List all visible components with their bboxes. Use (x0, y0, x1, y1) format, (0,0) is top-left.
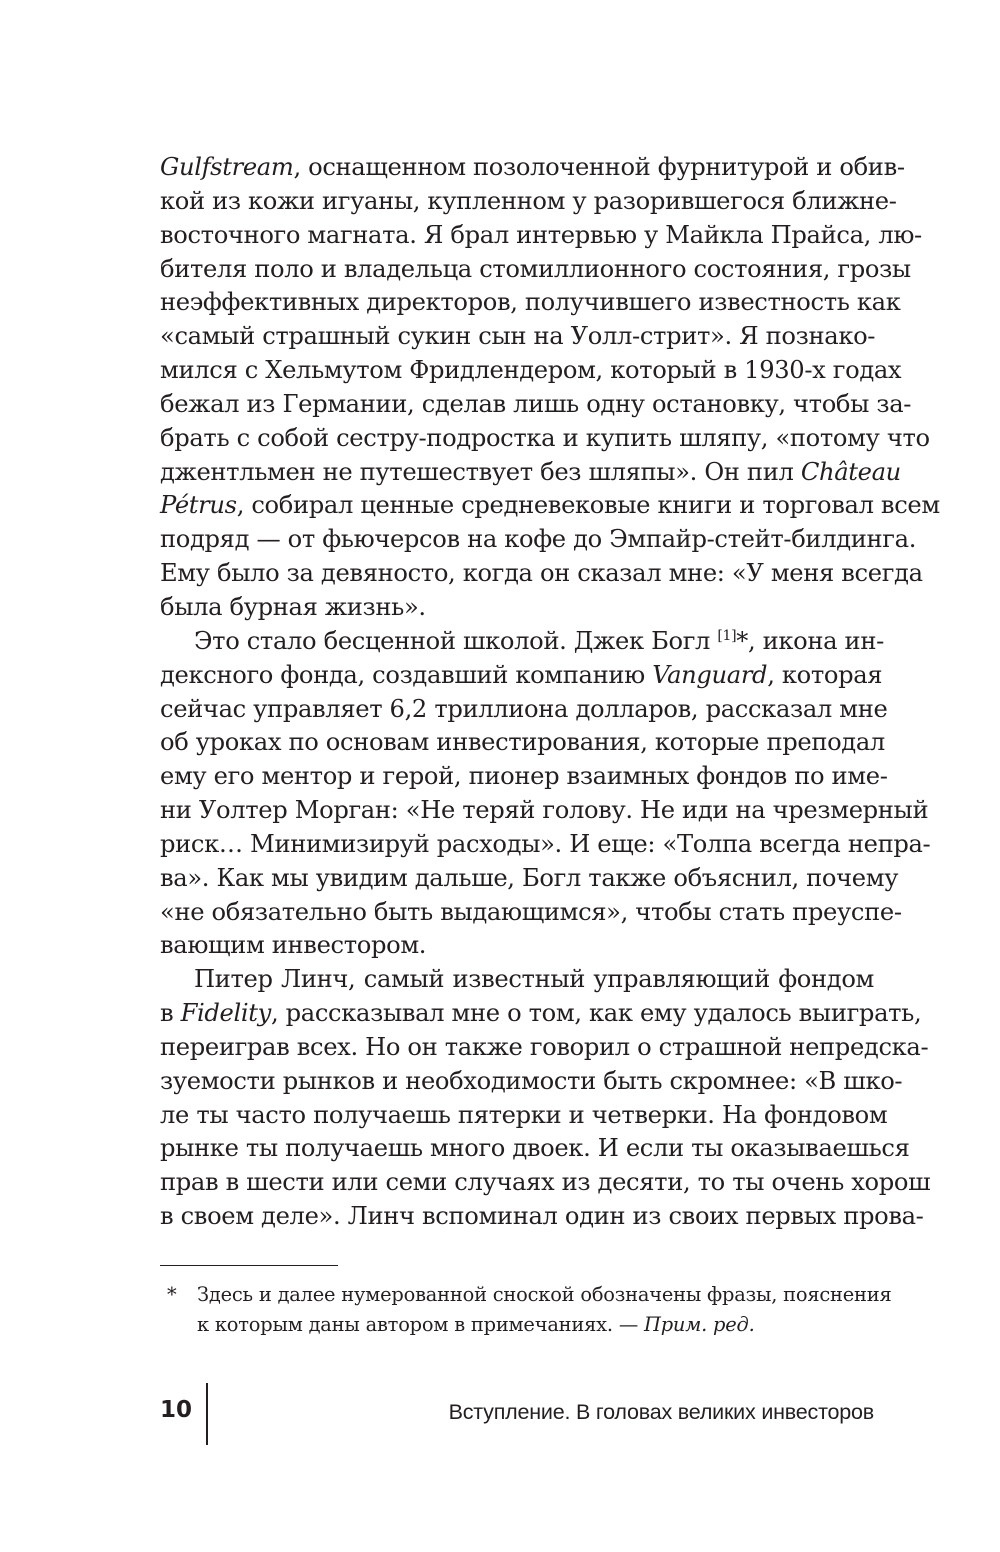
footnote-star[interactable]: * (736, 626, 748, 655)
footnote-marker: * (167, 1283, 177, 1306)
paragraph-3 (160, 963, 931, 1234)
text-line: «не обязательно быть выдающимся», чтобы стать преуспе- (160, 897, 902, 926)
text-line: об уроках по основам инвестирования, которые преподал (160, 728, 885, 757)
text-line: неэффективных директоров, получившего известность как (160, 288, 901, 317)
text-line: джентльмен не путешествует без шляпы». Он пил Château (160, 457, 901, 486)
text-line: «самый страшный сукин сын на Уолл-стрит». Я познако- (160, 322, 876, 351)
italic-term: Fidelity (180, 999, 271, 1028)
text-line: мился с Хельмутом Фридлендером, который в 1930-х годах (160, 356, 902, 385)
text-line: ва». Как мы увидим дальше, Богл также объяснил, почему (160, 863, 899, 892)
text-line: Pétrus, собирал ценные средневековые книги и торговал всем (160, 491, 940, 520)
paragraph-2 (160, 625, 931, 963)
text-line: вающим инвестором. (160, 931, 427, 960)
text-line: Gulfstream, оснащенном позолоченной фурнитурой и обив- (160, 153, 905, 181)
text-line: кой из кожи игуаны, купленном у разорившегося ближне- (160, 186, 897, 215)
endnote-reference[interactable]: [1] (717, 627, 737, 644)
text-line: ле ты часто получаешь пятерки и четверки. На фондовом (160, 1100, 888, 1129)
footnote (160, 1280, 892, 1340)
text-line: брать с собой сестру-подростка и купить шляпу, «потому что (160, 423, 930, 452)
text-line: Питер Линч, самый известный управляющий фондом (194, 965, 874, 994)
text-line: бителя поло и владельца стомиллионного состояния, грозы (160, 254, 911, 283)
text-line: риск… Минимизируй расходы». И еще: «Толпа всегда непра- (160, 829, 931, 858)
footer-divider (206, 1383, 208, 1445)
running-title: Вступление. В головах великих инвесторов (448, 1400, 874, 1424)
text-line: восточного магната. Я брал интервью у Майкла Прайса, лю- (160, 220, 922, 249)
text-line: подряд — от фьючерсов на кофе до Эмпайр-стейт-билдинга. (160, 525, 917, 554)
text-line: была бурная жизнь». (160, 592, 426, 621)
text-line: дексного фонда, создавший компанию Vanguard, которая (160, 660, 883, 689)
body-text (160, 151, 940, 1234)
text-line: ни Уолтер Морган: «Не теряй голову. Не иди на чрезмерный (160, 796, 929, 825)
italic-term: Château (800, 457, 901, 486)
paragraph-1 (160, 151, 940, 625)
italic-term: Gulfstream (160, 153, 294, 181)
footnote-line: к которым даны автором в примечаниях. — Прим. ред. (197, 1313, 755, 1336)
page-number: 10 (160, 1397, 193, 1423)
text-line: в Fidelity, рассказывал мне о том, как ему удалось выиграть, (160, 999, 922, 1028)
text-line: зуемости рынков и необходимости быть скромнее: «В шко- (160, 1066, 903, 1095)
text-line: переиграв всех. Но он также говорил о страшной непредска- (160, 1032, 929, 1061)
text-line: в своем деле». Линч вспоминал один из своих первых прова- (160, 1202, 924, 1231)
footnote-divider (160, 1265, 338, 1266)
text-line: Ему было за девяносто, когда он сказал мне: «У меня всегда (160, 559, 923, 588)
text-line: ему его ментор и герой, пионер взаимных фондов по име- (160, 762, 888, 791)
text-line: Это стало бесценной школой. Джек Богл [1]*, икона ин- (194, 626, 884, 655)
text-line: бежал из Германии, сделав лишь одну остановку, чтобы за- (160, 389, 912, 418)
footnote-line: Здесь и далее нумерованной сноской обозначены фразы, пояснения (197, 1283, 892, 1306)
text-line: прав в шести или семи случаях из десяти, то ты очень хорош (160, 1168, 931, 1197)
text-line: рынке ты получаешь много двоек. И если ты оказываешься (160, 1134, 910, 1163)
text-line: сейчас управляет 6,2 триллиона долларов, рассказал мне (160, 694, 888, 723)
italic-term: Pétrus (160, 491, 237, 520)
italic-term: Vanguard (652, 660, 768, 689)
editor-note: Прим. ред. (643, 1313, 755, 1336)
